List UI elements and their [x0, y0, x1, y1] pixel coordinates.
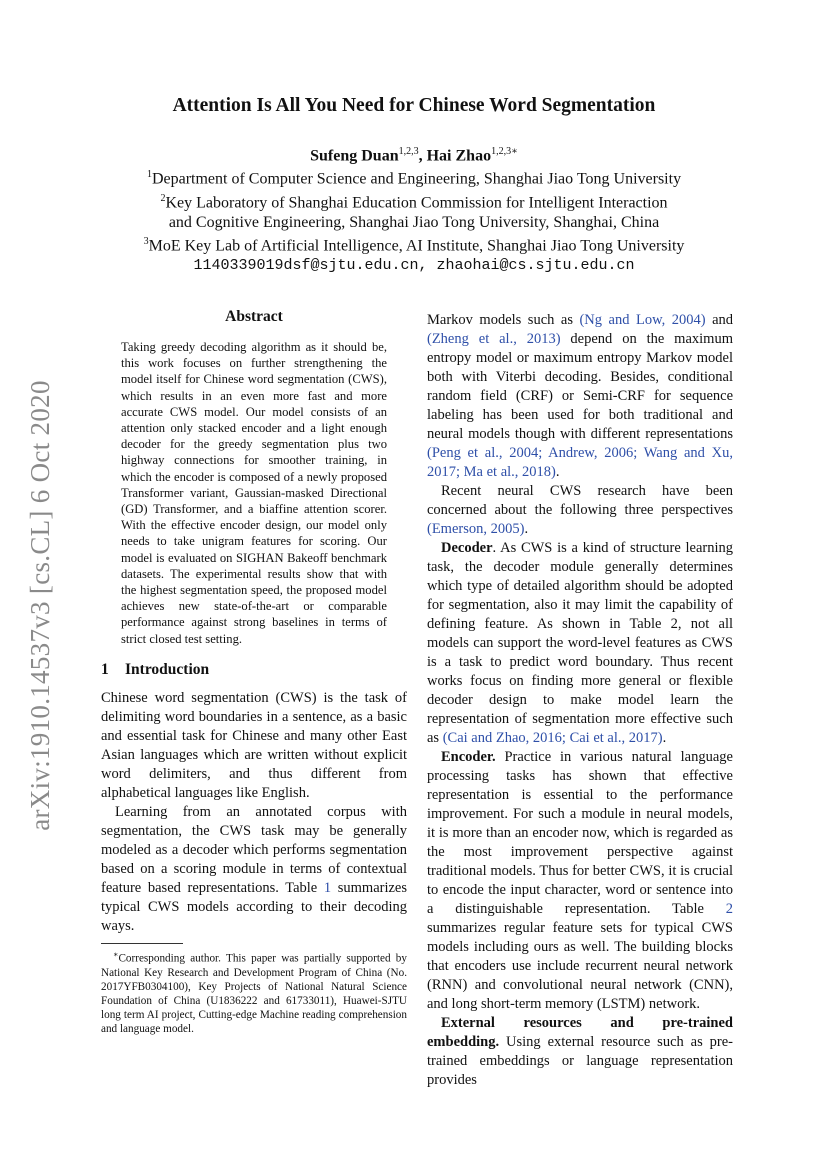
- citation-link[interactable]: (Ng and Low, 2004): [579, 312, 706, 328]
- affiliations: [0, 165, 828, 275]
- table-reference-link[interactable]: 2: [725, 901, 733, 917]
- left-column: [101, 308, 407, 1036]
- decoder-paragraph: [427, 539, 733, 748]
- affiliation-text: MoE Key Lab of Artificial Intelligence, AI Institute, Shanghai Jiao Tong University: [148, 237, 685, 255]
- paragraph-text: Practice in various natural language processing tasks has shown that effective representation is essential to the performance improvement. For such a module in neural models, it is more than an encoder now, which is regarded as the most improvement perspective against traditional models. Thus for better CWS, it is crucial to encode the input character, word or sentence into a distinguishable representation. Table: [427, 749, 733, 917]
- paragraph-text: .: [524, 521, 529, 537]
- perspectives-paragraph: [427, 482, 733, 539]
- section-title: Introduction: [125, 660, 210, 678]
- author-affiliation-mark: 1,2,3∗: [491, 146, 518, 157]
- arxiv-identifier: arXiv:1910.14537v3 [cs.CL] 6 Oct 2020: [24, 379, 55, 831]
- footnote-text: Corresponding author. This paper was partially supported by National Key Research and Development Program of China (No. 2017YFB0304100), Key Projects of National Natural Science Foundation of China (U1836222 and 61733011), Huawei-SJTU long term AI project, Cutting-edge Machine reading comprehension and language model.: [101, 952, 407, 1035]
- arxiv-sidebar: [18, 370, 62, 840]
- footnote-divider: [101, 943, 183, 944]
- affiliation-text: Key Laboratory of Shanghai Education Commission for Intelligent Interaction: [165, 194, 668, 212]
- paragraph-text: . As CWS is a kind of structure learning task, the decoder module generally determines which type of detailed algorithm should be adopted for segmentation, also it may limit the capability of defining feature. As shown in Table 2, not all models can support the word-level features as CWS is a task to predict word boundary. Thus recent works focus on finding more general or flexible decoder design to make model learn the representation of segmentation more effective such as: [427, 540, 733, 746]
- affiliation-line: [0, 165, 828, 189]
- citation-link[interactable]: (Zheng et al., 2013): [427, 331, 561, 347]
- encoder-paragraph: [427, 748, 733, 1014]
- author-affiliation-mark: 1,2,3: [398, 146, 419, 157]
- footnote: [101, 948, 407, 1036]
- encoder-heading: Encoder.: [441, 749, 496, 765]
- related-paragraph: [427, 311, 733, 482]
- paragraph-text: Recent neural CWS research have been concerned about the following three perspectives: [427, 483, 733, 518]
- right-column: [427, 311, 733, 1090]
- abstract-text: Taking greedy decoding algorithm as it should be, this work focuses on further strengthening the model itself for Chinese word segmentation (CWS), which results in an even more fast and more accurate CWS model. Our model consists of an attention only stacked encoder and a light enough decoder for the greedy segmentation plus two highway connections for smoother training, in which the encoder is composed of a newly proposed Transformer variant, Gaussian-masked Directional (GD) Transformer, and a biaffine attention scorer. With the effective encoder design, our model only needs to take unigram features for scoring. Our model is evaluated on SIGHAN Bakeoff benchmark datasets. The experimental results show that with the highest segmentation speed, the proposed model achieves new state-of-the-art or comparable performance against strong baselines in terms of strict closed test setting.: [121, 340, 387, 646]
- citation-link[interactable]: (Emerson, 2005): [427, 521, 525, 537]
- affiliation-line: and Cognitive Engineering, Shanghai Jiao Tong University, Shanghai, China: [168, 213, 660, 231]
- affiliation-mark: 2: [160, 192, 166, 204]
- section-heading: [101, 661, 407, 679]
- affiliation-line: [0, 232, 828, 256]
- citation-link[interactable]: (Cai and Zhao, 2016; Cai et al., 2017): [442, 730, 663, 746]
- author-name: Sufeng Duan: [310, 147, 399, 165]
- paragraph-text: summarizes regular feature sets for typical CWS models including ours as well. The building blocks that encoders use include recurrent neural network (RNN) and convolutional neural network (CNN), and long short-term memory (LSTM) network.: [427, 920, 733, 1012]
- intro-paragraph-2: [101, 803, 407, 936]
- paragraph-text: Markov models such as: [427, 312, 580, 328]
- table-reference-link[interactable]: 1: [323, 879, 332, 896]
- author-separator: ,: [418, 147, 427, 165]
- paper-title: Attention Is All You Need for Chinese Word Segmentation: [172, 95, 656, 116]
- external-resources-heading: External resources and pre-trained embedding.: [427, 1015, 733, 1050]
- author-emails: 1140339019dsf@sjtu.edu.cn, zhaohai@cs.sjtu.edu.cn: [193, 256, 635, 274]
- decoder-heading: Decoder: [441, 540, 493, 556]
- abstract-heading: Abstract: [225, 308, 283, 325]
- author-name: Hai Zhao: [426, 147, 492, 165]
- affiliation-text: Department of Computer Science and Engineering, Shanghai Jiao Tong University: [151, 170, 682, 188]
- paragraph-text: .: [662, 730, 667, 746]
- section-number: 1: [101, 660, 109, 678]
- paragraph-text: Using external resource such as pre-trained embeddings or language representation provides: [427, 1034, 733, 1088]
- paragraph-text: Learning from an annotated corpus with segmentation, the CWS task may be generally modeled as a decoder which performs segmentation based on a scoring module in terms of contextual feature based representations. Table: [101, 803, 407, 896]
- paragraph-text: .: [555, 464, 560, 480]
- author-line: [0, 146, 828, 165]
- external-resources-paragraph: [427, 1014, 733, 1090]
- paragraph-text: depend on the maximum entropy model or maximum entropy Markov model both with Viterbi decoding. Besides, conditional random field (CRF) or Semi-CRF for sequence labeling has been used for both traditional and neural models though with different representations: [427, 331, 733, 442]
- affiliation-mark: 1: [146, 169, 152, 180]
- affiliation-mark: 3: [143, 236, 149, 248]
- paragraph-text: summarizes typical CWS models according to their decoding ways.: [101, 879, 408, 934]
- paragraph-text: and: [705, 312, 734, 328]
- citation-link[interactable]: (Peng et al., 2004; Andrew, 2006; Wang and Xu, 2017; Ma et al., 2018): [427, 445, 733, 480]
- intro-paragraph-1: Chinese word segmentation (CWS) is the task of delimiting word boundaries in a sentence, as a basic and essential task for Chinese and many other East Asian languages which are written without explicit word delimiters, and thus different from alphabetical languages like English.: [101, 689, 407, 801]
- affiliation-line: [0, 189, 828, 213]
- footnote-mark: ∗: [113, 949, 119, 959]
